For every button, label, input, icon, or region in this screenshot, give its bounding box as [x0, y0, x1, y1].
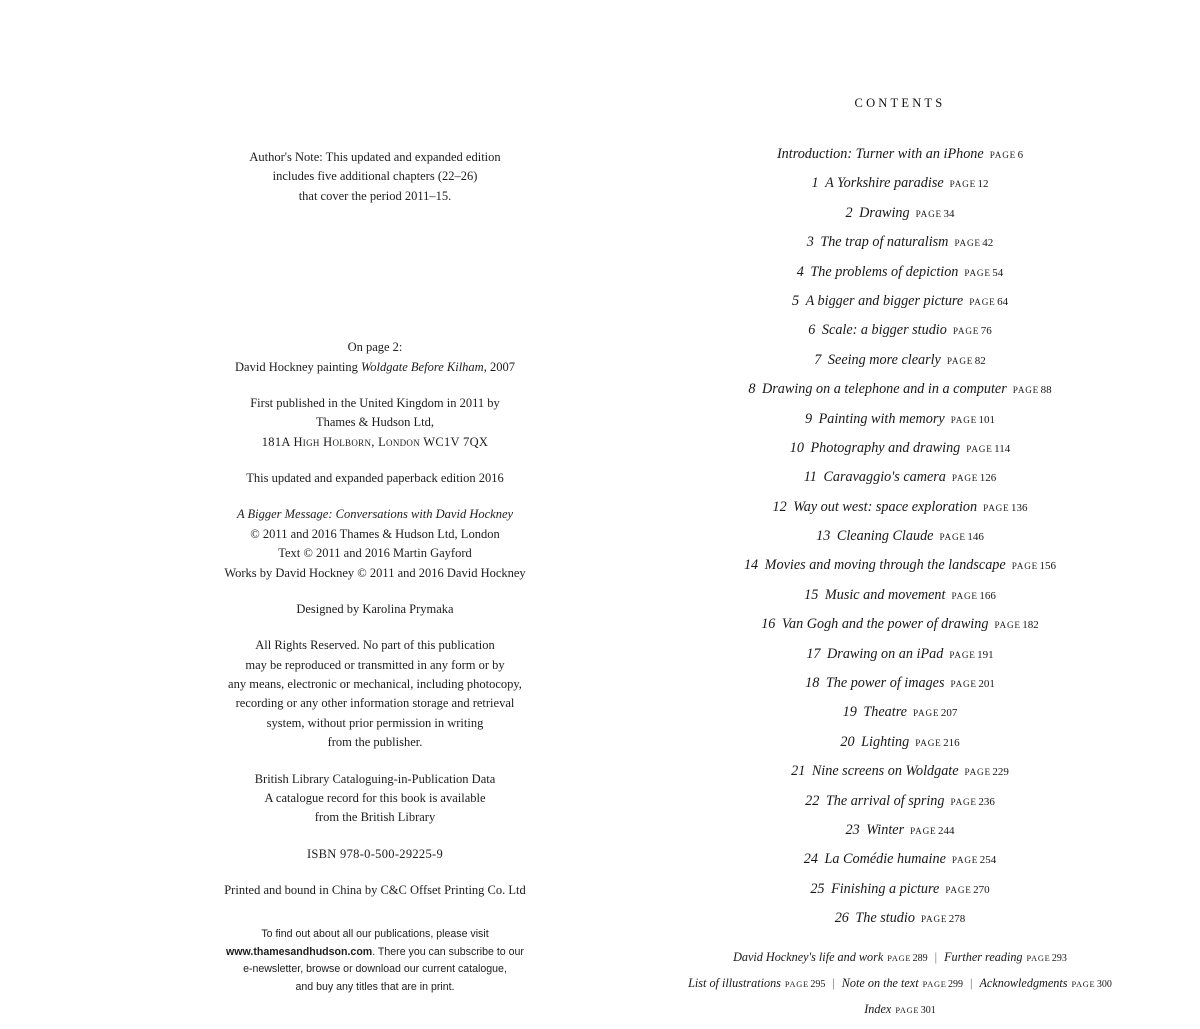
toc-entry[interactable] [640, 412, 1160, 426]
toc-page-label: PAGE [952, 326, 980, 337]
back-matter-page-number: 289 [912, 953, 928, 965]
back-matter-page-label: PAGE [784, 980, 809, 990]
toc-entry[interactable] [640, 735, 1160, 749]
back-matter-line [640, 977, 1160, 990]
toc-page-label: PAGE [989, 150, 1017, 160]
toc-entry[interactable] [640, 911, 1160, 925]
toc-entry[interactable] [640, 676, 1160, 690]
toc-entry-title: Scale: a bigger studio [821, 322, 947, 339]
footer-line-2 [150, 944, 600, 961]
back-matter-page-label: PAGE [1071, 980, 1096, 990]
toc-page-label: PAGE [939, 532, 966, 543]
copyright-page [150, 120, 600, 996]
toc-entry-number: 21 [791, 763, 806, 780]
toc-entry[interactable] [640, 176, 1160, 190]
back-matter-title[interactable]: David Hockney's life and work [733, 950, 884, 965]
rights-line-6: from the publisher. [327, 735, 423, 750]
toc-entry-number: 20 [840, 733, 855, 750]
back-matter-line [640, 951, 1160, 964]
toc-page-label: PAGE [994, 620, 1021, 631]
toc-entry[interactable] [640, 617, 1160, 631]
back-matter-title[interactable]: Index [864, 1002, 892, 1017]
toc-entry-number: 6 [808, 322, 816, 339]
toc-page-label: PAGE [951, 855, 979, 866]
footer-line-3: e-newsletter, browse or download our current catalogue, [243, 963, 507, 976]
toc-entry-title: Drawing on an iPad [827, 645, 944, 662]
toc-entry-number: 2 [845, 204, 853, 221]
toc-page-label: PAGE [949, 179, 976, 190]
toc-page-number: 278 [948, 913, 966, 926]
toc-entry-title: A bigger and bigger picture [805, 292, 964, 309]
toc-page-number: 114 [994, 442, 1011, 455]
toc-page-label: PAGE [951, 590, 978, 601]
toc-page-number: 101 [978, 413, 996, 426]
toc-page-number: 229 [992, 766, 1009, 779]
toc-page-label: PAGE [1012, 385, 1040, 396]
toc-page-label: PAGE [950, 679, 977, 690]
toc-page-number: 88 [1040, 384, 1052, 397]
toc-entry[interactable] [640, 470, 1160, 484]
toc-entry[interactable] [640, 235, 1160, 249]
toc-entry-title: Introduction: Turner with an iPhone [776, 146, 984, 162]
footer-line-4: and buy any titles that are in print. [295, 980, 455, 993]
toc-entry-number: 13 [816, 528, 831, 545]
toc-entry-number: 18 [805, 675, 820, 692]
toc-page-label: PAGE [964, 267, 991, 278]
toc-page-label: PAGE [950, 796, 977, 807]
back-matter-page-number: 295 [810, 979, 826, 991]
toc-page-label: PAGE [954, 238, 981, 249]
toc-page-label: PAGE [915, 737, 942, 748]
back-matter [640, 951, 1160, 1016]
toc-page-number: 42 [982, 237, 994, 250]
back-matter-separator: | [934, 950, 938, 965]
cip-line-3: from the British Library [314, 810, 436, 825]
publisher-line-1: First published in the United Kingdom in 2011 by [250, 395, 500, 410]
toc-page-number: 146 [967, 531, 984, 544]
toc-entry-title: Drawing [859, 204, 910, 221]
toc-page-label: PAGE [950, 414, 978, 425]
toc-entry-title: Drawing on a telephone and in a computer [762, 381, 1007, 398]
toc-entry-number: 3 [806, 234, 814, 251]
back-matter-title[interactable]: List of illustrations [688, 976, 781, 991]
toc-entry-number: 17 [806, 645, 821, 662]
toc-page-number: 201 [978, 678, 995, 691]
toc-entry[interactable] [640, 353, 1160, 367]
toc-page-number: 12 [977, 178, 989, 191]
back-matter-separator: | [832, 976, 835, 991]
toc-page-label: PAGE [969, 296, 996, 307]
printed-line: Printed and bound in China by C&C Offset Printing Co. Ltd [224, 883, 526, 897]
back-matter-page-label: PAGE [895, 1006, 920, 1016]
toc-entry-number: 14 [743, 557, 759, 574]
toc-page-label: PAGE [946, 355, 974, 366]
toc-entry-number: 7 [814, 351, 822, 368]
toc-page-label: PAGE [945, 884, 972, 895]
frontispiece-caption [150, 358, 600, 377]
toc-page-label: PAGE [951, 473, 979, 484]
toc-page-label: PAGE [915, 208, 942, 219]
toc-entry[interactable] [640, 500, 1160, 514]
toc-page-number: 76 [980, 325, 992, 338]
back-matter-page-number: 301 [920, 1005, 936, 1017]
toc-entry-number: 19 [842, 704, 857, 721]
toc-entry-number: 12 [772, 498, 787, 515]
toc-entry-number: 11 [803, 469, 817, 486]
toc-entry-number: 8 [748, 381, 756, 398]
copyright-line-4: Works by David Hockney © 2011 and 2016 David Hockney [224, 565, 526, 580]
isbn [150, 845, 600, 864]
publisher-website-link[interactable]: www.thamesandhudson.com [226, 945, 373, 958]
toc-entry-title: La Comédie humaine [824, 851, 946, 868]
toc-page-number: 216 [943, 736, 960, 749]
toc-entry[interactable] [640, 794, 1160, 808]
toc-entry-title: Photography and drawing [810, 439, 961, 456]
copyright-line-3: Text © 2011 and 2016 Martin Gayford [278, 546, 472, 561]
rights-line-4: recording or any other information storage and retrieval [235, 696, 515, 711]
toc-entry[interactable] [640, 705, 1160, 719]
toc-entry-title: Music and movement [824, 586, 946, 603]
toc-entry-title: Caravaggio's camera [823, 469, 946, 486]
toc-page-label: PAGE [966, 443, 993, 454]
edition-line: This updated and expanded paperback edition 2016 [246, 471, 504, 485]
publisher-address: 181A High Holborn, London WC1V 7QX [261, 434, 489, 449]
authors-note-line-1: Author's Note: This updated and expanded edition [249, 150, 501, 164]
toc-entry[interactable] [640, 588, 1160, 602]
footer-line-2-rest: . There you can subscribe to our [372, 945, 524, 958]
caption-prefix: David Hockney painting [235, 359, 362, 374]
toc-page-number: 156 [1039, 560, 1057, 573]
colophon [150, 338, 600, 996]
toc-entry[interactable] [640, 764, 1160, 778]
back-matter-separator: | [970, 976, 973, 991]
toc-entry-number: 1 [811, 175, 819, 192]
toc-page-label: PAGE [949, 649, 976, 660]
caption-suffix: , 2007 [483, 359, 515, 374]
rights-line-1: All Rights Reserved. No part of this publication [255, 638, 495, 653]
toc-page-number: 136 [1010, 501, 1028, 514]
toc-entry[interactable] [640, 206, 1160, 220]
toc-page-number: 270 [973, 883, 990, 896]
toc-entry-number: 15 [804, 586, 819, 603]
toc-entry-title: The trap of naturalism [820, 234, 949, 251]
toc-page-label: PAGE [964, 767, 991, 778]
caption-artwork-title: Woldgate Before Kilham [361, 359, 484, 374]
toc-entry-number: 9 [804, 410, 813, 427]
toc-entry[interactable] [640, 147, 1160, 161]
toc-entry-title: The problems of depiction [810, 263, 959, 280]
toc-entry[interactable] [640, 323, 1160, 337]
toc-entry[interactable] [640, 441, 1160, 455]
publisher-footer [150, 926, 600, 996]
toc-entry-number: 5 [791, 292, 800, 309]
table-of-contents [640, 147, 1160, 925]
toc-entry[interactable] [640, 647, 1160, 661]
back-matter-page-label: PAGE [1026, 954, 1051, 964]
back-matter-page-number: 300 [1096, 979, 1112, 991]
cip-line-2: A catalogue record for this book is available [264, 790, 486, 805]
toc-page-number: 126 [979, 472, 997, 485]
toc-entry-title: Seeing more clearly [827, 351, 941, 368]
toc-entry-number: 10 [789, 439, 804, 456]
toc-entry[interactable] [640, 558, 1160, 572]
copyright-line-2: © 2011 and 2016 Thames & Hudson Ltd, London [250, 526, 500, 541]
toc-page-label: PAGE [1011, 561, 1039, 572]
back-matter-page-label: PAGE [922, 980, 947, 990]
toc-entry-title: Finishing a picture [831, 880, 940, 897]
toc-page-label: PAGE [920, 914, 948, 925]
toc-page-number: 207 [940, 707, 958, 720]
authors-note [150, 148, 600, 206]
toc-page-label: PAGE [912, 708, 940, 719]
back-matter-title[interactable]: Acknowledgments [979, 976, 1068, 991]
toc-page-label: PAGE [910, 825, 937, 836]
toc-entry-number: 25 [810, 880, 825, 897]
back-matter-page-number: 299 [948, 979, 964, 991]
authors-note-line-3: that cover the period 2011–15. [298, 188, 452, 203]
toc-entry-title: Painting with memory [818, 410, 945, 427]
toc-entry-title: A Yorkshire paradise [825, 175, 944, 192]
toc-entry-title: Winter [866, 821, 905, 838]
toc-entry-number: 22 [805, 792, 820, 809]
toc-page-number: 244 [937, 824, 955, 837]
toc-entry[interactable] [640, 529, 1160, 543]
footer-line-1: To find out about all our publications, please visit [261, 928, 489, 941]
toc-entry-title: Nine screens on Woldgate [811, 763, 959, 780]
back-matter-line [640, 1003, 1160, 1016]
toc-page-label: PAGE [983, 502, 1010, 513]
toc-page-number: 6 [1017, 149, 1024, 161]
toc-entry-title: Cleaning Claude [836, 528, 934, 545]
frontispiece-caption-label: On page 2: [347, 340, 403, 355]
rights-line-3: any means, electronic or mechanical, including photocopy, [228, 677, 522, 691]
toc-page-number: 166 [979, 589, 996, 602]
contents-page [640, 96, 1160, 1029]
copyright-block [150, 505, 600, 583]
page-title: CONTENTS [854, 96, 946, 110]
designer-credit: Designed by Karolina Prymaka [296, 601, 454, 616]
toc-page-number: 191 [977, 648, 994, 661]
toc-page-number: 54 [992, 266, 1004, 279]
publisher-line-2: Thames & Hudson Ltd, [315, 415, 435, 430]
toc-entry-number: 24 [803, 851, 818, 868]
toc-entry-title: Theatre [863, 704, 907, 721]
toc-entry-title: The power of images [825, 675, 945, 692]
toc-entry-title: Lighting [861, 733, 910, 750]
toc-entry[interactable] [640, 852, 1160, 866]
toc-entry-number: 4 [796, 263, 804, 280]
toc-entry[interactable] [640, 823, 1160, 837]
rights-line-5: system, without prior permission in writing [266, 715, 484, 730]
back-matter-page-number: 293 [1051, 953, 1067, 965]
toc-entry-number: 16 [761, 616, 776, 633]
toc-page-number: 82 [974, 354, 986, 367]
toc-entry-title: Way out west: space exploration [793, 498, 978, 515]
toc-page-number: 254 [979, 854, 997, 867]
cip-block [150, 770, 600, 828]
work-title: A Bigger Message: Conversations with David Hockney [236, 507, 514, 522]
authors-note-line-2: includes five additional chapters (22–26) [272, 169, 478, 184]
toc-entry-number: 26 [834, 910, 849, 927]
back-matter-page-label: PAGE [887, 954, 912, 964]
toc-page-number: 64 [997, 295, 1009, 308]
toc-entry[interactable] [640, 382, 1160, 396]
isbn-value: ISBN 978-0-500-29225-9 [306, 846, 444, 861]
toc-entry-title: Movies and moving through the landscape [764, 557, 1006, 574]
toc-entry-number: 23 [845, 821, 860, 838]
toc-page-number: 34 [943, 207, 955, 220]
toc-entry-title: The arrival of spring [825, 792, 945, 809]
rights-line-2: may be reproduced or transmitted in any form or by [245, 657, 505, 672]
toc-entry[interactable] [640, 265, 1160, 279]
toc-entry[interactable] [640, 882, 1160, 896]
back-matter-title[interactable]: Note on the text [841, 976, 919, 991]
toc-entry-title: The studio [855, 910, 915, 927]
cip-line-1: British Library Cataloguing-in-Publication Data [254, 771, 496, 786]
toc-page-number: 182 [1022, 619, 1039, 632]
toc-page-number: 236 [978, 795, 995, 808]
publisher-block [150, 394, 600, 452]
toc-entry-title: Van Gogh and the power of drawing [781, 616, 989, 633]
back-matter-title[interactable]: Further reading [944, 950, 1023, 965]
toc-entry[interactable] [640, 294, 1160, 308]
rights-statement [150, 636, 600, 752]
